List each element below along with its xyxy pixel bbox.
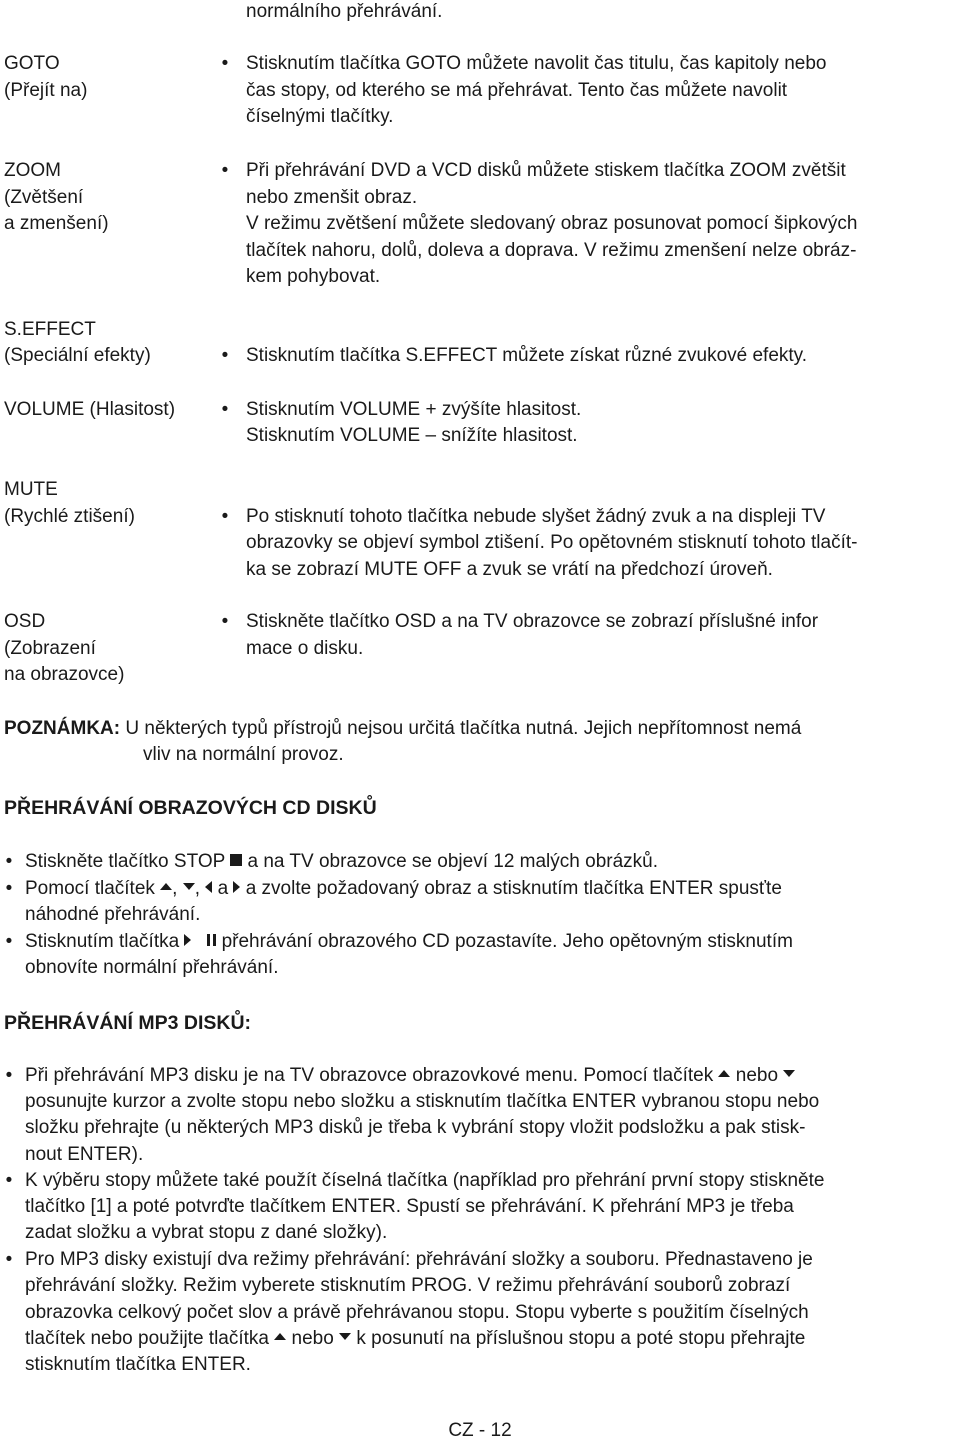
text: Stiskněte tlačítko STOP [25,851,231,872]
text: , [172,878,183,899]
mp3-item-3-line3: obrazovka celkový počet slov a právě přehrávanou stopu. Stopu vyberte s použitím číselných [25,1302,809,1323]
note-text-1: U některých typů přístrojů nejsou určitá tlačítka nutná. Jejich nepřítomnost nemá [120,718,802,739]
mp3-item-3-line5: stisknutím tlačítka ENTER. [25,1354,251,1375]
text: Stisknutím tlačítka [25,931,185,952]
text: a na TV obrazovce se objeví 12 malých obrázků. [242,851,658,872]
term-osd-sub2: na obrazovce) [4,664,125,685]
picture-cd-item-2-cont: náhodné přehrávání. [25,904,201,925]
picture-cd-item-2 [25,876,957,903]
arrow-down-icon [783,1070,795,1077]
bullet: • [5,1249,13,1270]
term-osd-sub1: (Zobrazení [4,638,96,659]
arrow-up-icon [160,883,172,890]
term-zoom-sub1: (Zvětšení [4,187,84,208]
mp3-item-1-line2: posunujte kurzor a zvolte stopu nebo složku a stisknutím tlačítka ENTER vybranou stopu nebo [25,1091,820,1112]
term-mute: MUTE [4,479,58,500]
mute-desc-3: ka se zobrazí MUTE OFF a zvuk se vrátí na předchozí úroveň. [246,559,773,580]
bullet: • [5,878,13,899]
arrow-down-icon [183,883,195,890]
arrow-up-icon [718,1070,730,1077]
mp3-item-3-line4 [25,1326,957,1353]
bullet: • [5,931,13,952]
mp3-item-1-line4: nout ENTER). [25,1144,144,1165]
note-text-2: vliv na normální provoz. [143,744,344,765]
term-zoom: ZOOM [4,160,61,181]
text: Pomocí tlačítek [25,878,161,899]
text: k posunutí na příslušnou stopu a poté stopu přehrajte [351,1328,806,1349]
page-number: CZ - 12 [448,1420,512,1441]
bullet: • [221,53,229,74]
zoom-desc-5: kem pohybovat. [246,266,381,287]
osd-desc-2: mace o disku. [246,638,364,659]
text: Při přehrávání MP3 disku je na TV obrazovce obrazovkové menu. Pomocí tlačítek [25,1065,719,1086]
zoom-desc-3: V režimu zvětšení můžete sledovaný obraz posunovat pomocí šipkových [246,213,858,234]
text: a [212,878,234,899]
seffect-desc-1: Stisknutím tlačítka S.EFFECT můžete získat různé zvukové efekty. [246,345,808,366]
bullet: • [221,160,229,181]
mp3-item-1 [25,1063,957,1090]
term-seffect: S.EFFECT [4,319,96,340]
term-seffect-sub: (Speciální efekty) [4,345,151,366]
note-label: POZNÁMKA: [4,718,121,739]
term-osd: OSD [4,611,46,632]
term-volume: VOLUME (Hlasitost) [4,399,176,420]
term-goto: GOTO [4,53,60,74]
picture-cd-item-3 [25,929,957,956]
note [4,716,954,743]
stop-icon [230,854,242,866]
pause-icon [207,934,216,946]
goto-desc-2: čas stopy, od kterého se má přehrávat. Tento čas můžete navolit [246,80,788,101]
picture-cd-item-3-cont: obnovíte normální přehrávání. [25,957,279,978]
mp3-item-1-line3: složku přehrajte (u některých MP3 disků je třeba k vybrání stopy vložit podsložku a pak stisk- [25,1117,806,1138]
mp3-item-2-line3: zadat složku a vybrat stopu z dané složky). [25,1222,388,1243]
text: nebo [730,1065,784,1086]
mute-desc-2: obrazovky se objeví symbol ztišení. Po opětovném stisknutí tohoto tlačít- [246,532,858,553]
section-heading-mp3: PŘEHRÁVÁNÍ MP3 DISKŮ: [4,1012,252,1034]
text: nebo [286,1328,340,1349]
arrow-right-icon [233,881,240,893]
bullet: • [221,399,229,420]
zoom-desc-4: tlačítek nahoru, dolů, doleva a doprava. V režimu zmenšení nelze obráz- [246,240,857,261]
term-goto-sub: (Přejít na) [4,80,88,101]
arrow-up-icon [274,1333,286,1340]
bullet: • [5,1065,13,1086]
goto-desc-1: Stisknutím tlačítka GOTO můžete navolit čas titulu, čas kapitoly nebo [246,53,827,74]
bullet: • [5,851,13,872]
mute-desc-1: Po stisknutí tohoto tlačítka nebude slyšet žádný zvuk a na displeji TV [246,506,826,527]
volume-desc-2: Stisknutím VOLUME – snížíte hlasitost. [246,425,578,446]
picture-cd-item-1 [25,849,957,876]
text: , [194,878,206,899]
bullet: • [221,506,229,527]
osd-desc-1: Stiskněte tlačítko OSD a na TV obrazovce se zobrazí příslušné infor [246,611,819,632]
mp3-item-3-line2: přehrávání složky. Režim vyberete stisknutím PROG. V režimu přehrávání souborů zobrazí [25,1275,791,1296]
continued-text: normálního přehrávání. [246,1,443,22]
term-mute-sub: (Rychlé ztišení) [4,506,135,527]
text: tlačítek nebo použijte tlačítka [25,1328,275,1349]
zoom-desc-2: nebo zmenšit obraz. [246,187,418,208]
zoom-desc-1: Při přehrávání DVD a VCD disků můžete stiskem tlačítka ZOOM zvětšit [246,160,846,181]
text: a zvolte požadovaný obraz a stisknutím tlačítka ENTER spusťte [240,878,782,899]
bullet: • [221,611,229,632]
term-zoom-sub2: a zmenšení) [4,213,109,234]
volume-desc-1: Stisknutím VOLUME + zvýšíte hlasitost. [246,399,582,420]
mp3-item-3-line1: Pro MP3 disky existují dva režimy přehrávání: přehrávání složky a souboru. Přednastaveno je [25,1249,813,1270]
bullet: • [5,1170,13,1191]
play-icon [184,934,191,946]
goto-desc-3: číselnými tlačítky. [246,106,394,127]
bullet: • [221,345,229,366]
section-heading-picture-cd: PŘEHRÁVÁNÍ OBRAZOVÝCH CD DISKŮ [4,797,377,819]
arrow-down-icon [339,1333,351,1340]
text: přehrávání obrazového CD pozastavíte. Jeho opětovným stisknutím [216,931,793,952]
mp3-item-2-line2: tlačítko [1] a poté potvrďte tlačítkem ENTER. Spustí se přehrávání. K přehrání MP3 je třeba [25,1196,794,1217]
arrow-left-icon [205,881,212,893]
mp3-item-2-line1: K výběru stopy můžete také použít číselná tlačítka (například pro přehrání první stopy stiskněte [25,1170,825,1191]
